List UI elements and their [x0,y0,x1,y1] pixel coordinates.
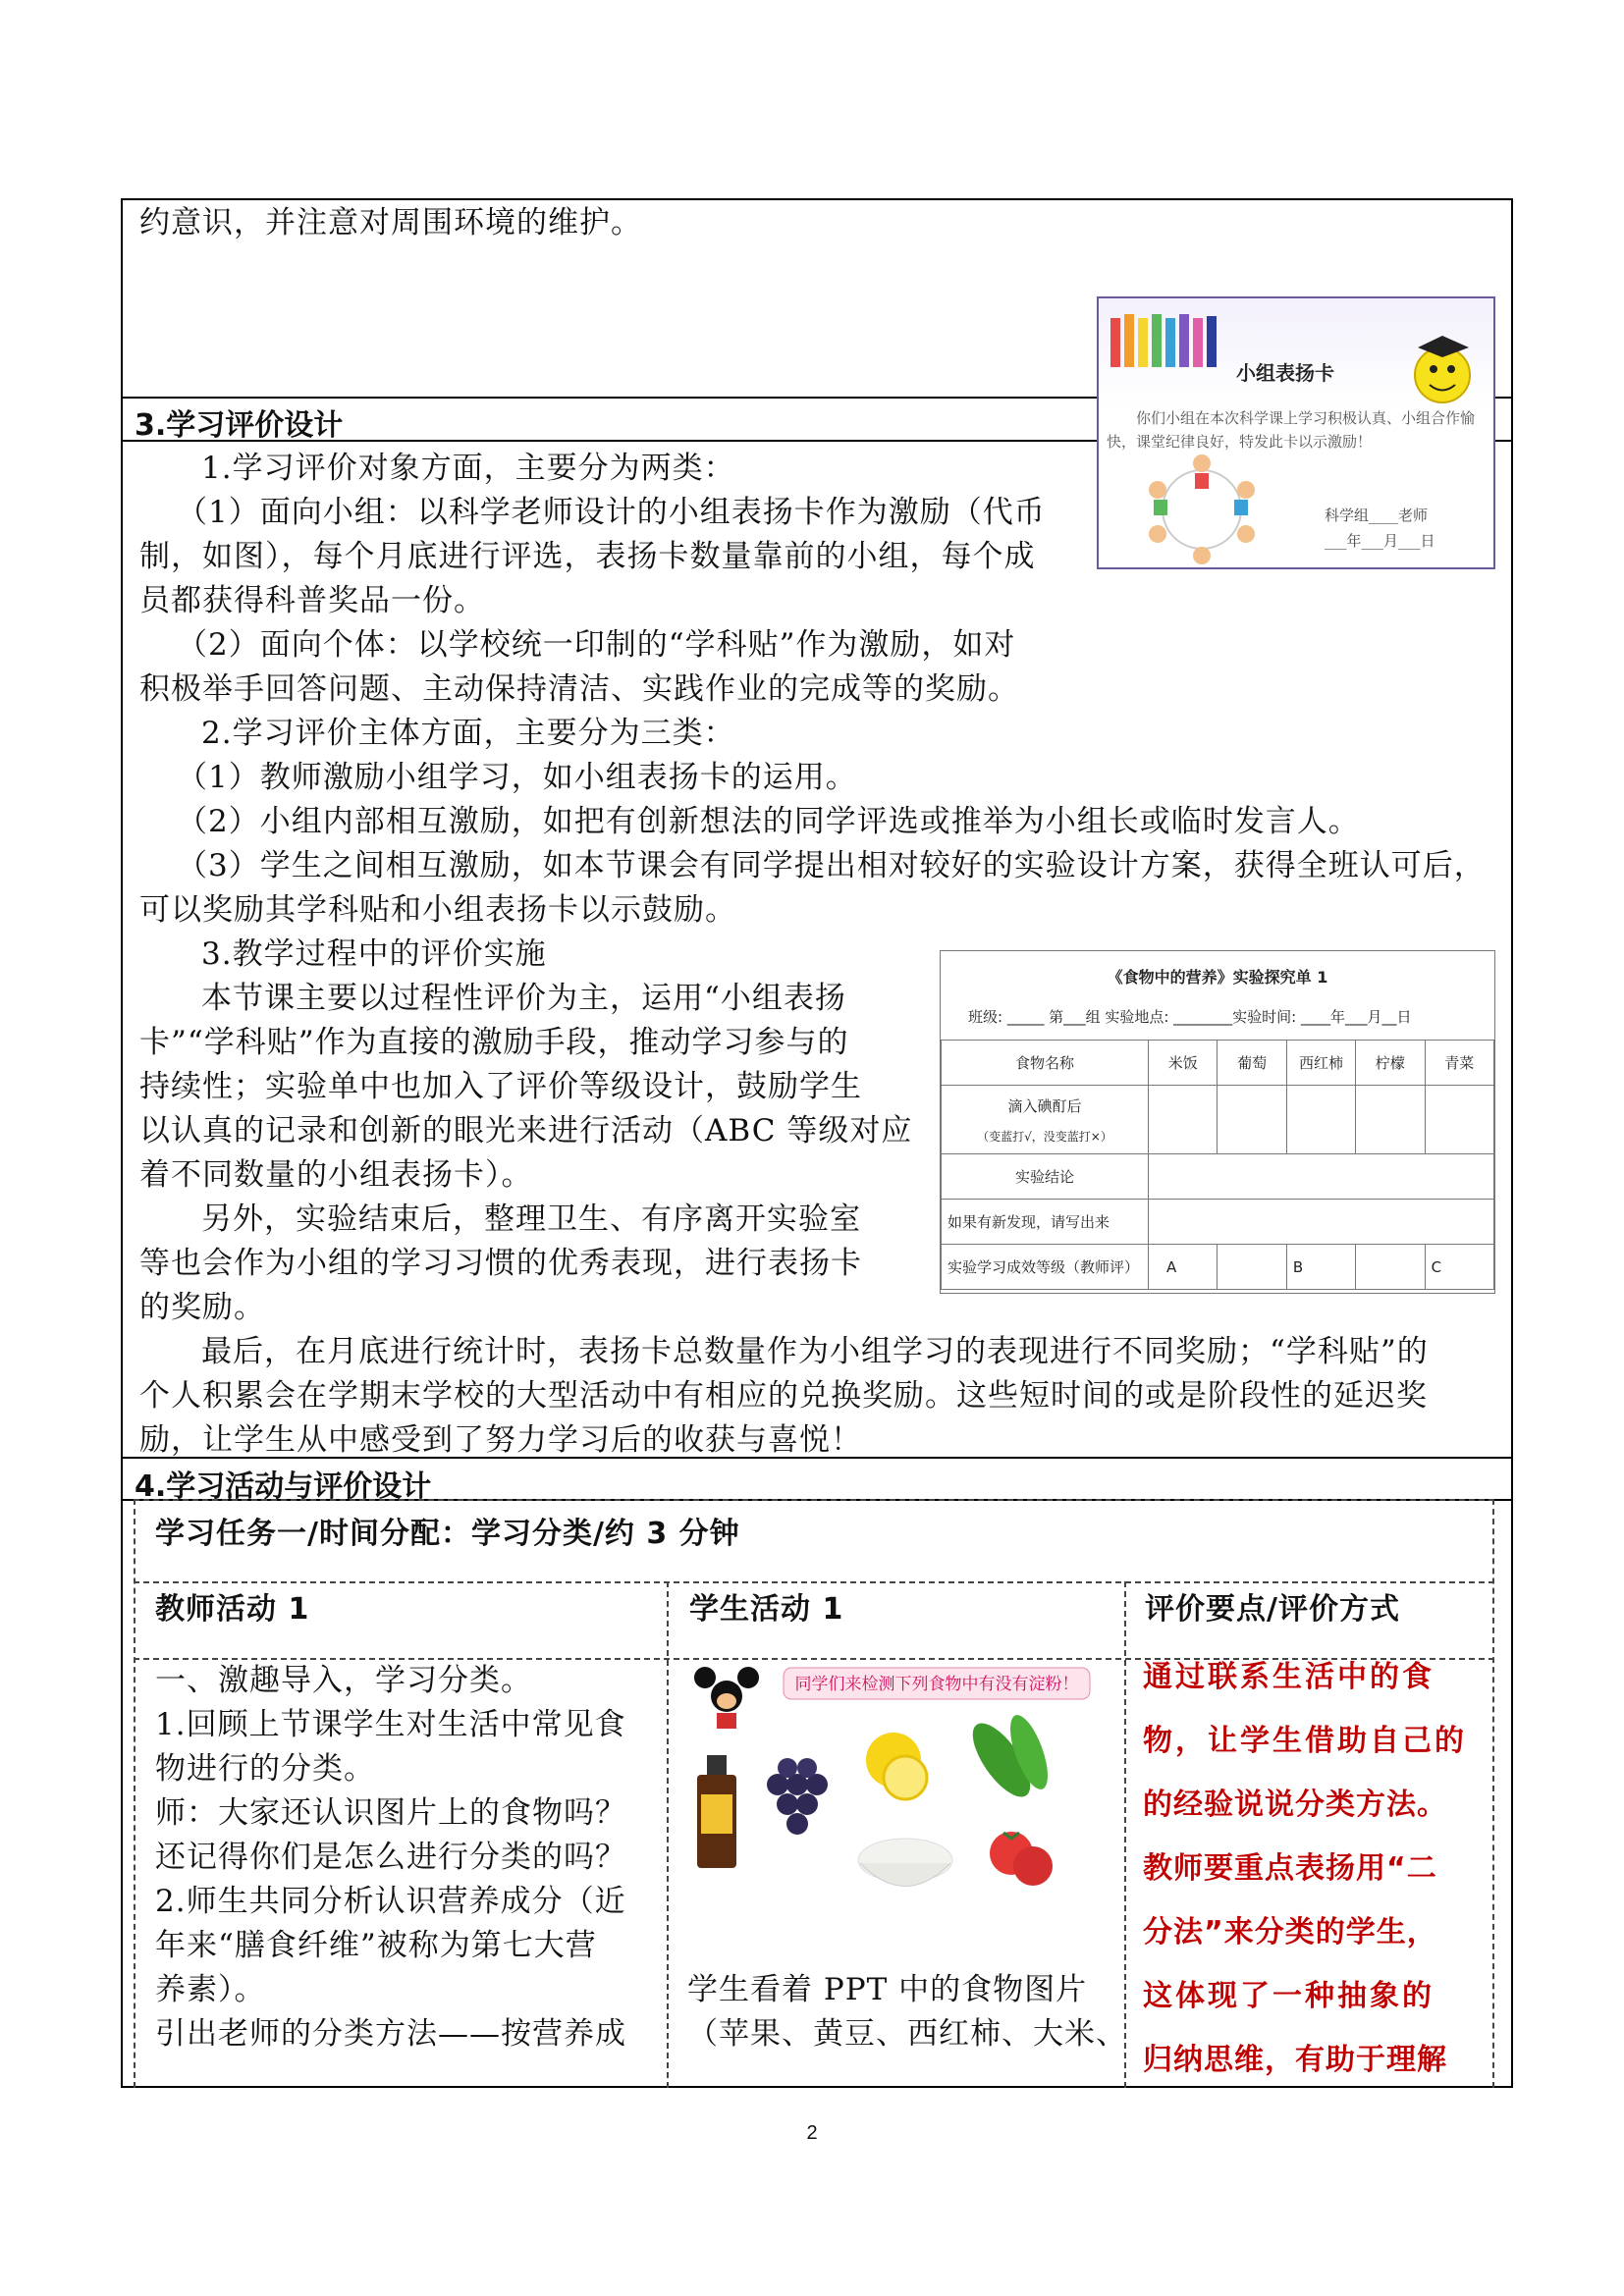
sheet-cell [1356,1245,1425,1290]
paragraph-line: 持续性；实验单中也加入了评价等级设计，鼓励学生 [139,1069,862,1104]
paragraph-line: 另外，实验结束后，整理卫生、有序离开实验室 [201,1201,861,1237]
student-line: 学生看着 PPT 中的食物图片 [687,1972,1088,2007]
sheet-cell [1425,1086,1493,1154]
award-card-body: 你们小组在本次科学课上学习积极认真、小组合作愉快，课堂纪律良好，特发此卡以示激励！ [1107,409,1476,451]
paragraph-line: 着不同数量的小组表扬卡）。 [139,1157,533,1193]
paragraph-line: 积极举手回答问题、主动保持清洁、实践作业的完成等的奖励。 [139,671,1019,707]
sheet-cell [1218,1245,1286,1290]
grapes-icon [767,1758,828,1835]
paragraph-line: 励，让学生从中感受到了努力学习后的收获与喜悦！ [139,1422,862,1458]
sheet-grade: C [1425,1245,1493,1290]
teacher-line: 2.师生共同分析认识营养成分（近 [155,1884,626,1919]
sheet-header: 食物名称 [942,1041,1149,1086]
dashed-border [134,1581,1494,1583]
sheet-cell [1148,1200,1493,1245]
paragraph-line: 2.学习评价主体方面，主要分为三类： [201,716,735,751]
section3-heading: 3.学习评价设计 [135,408,344,443]
teacher-line: 还记得你们是怎么进行分类的吗？ [155,1840,626,1875]
ppt-banner: 同学们来检测下列食物中有没有淀粉！ [794,1675,1079,1694]
food-ppt-image [687,1662,1100,1947]
sheet-header: 米饭 [1148,1041,1218,1086]
experiment-sheet-image [940,950,1495,1294]
award-card-title: 小组表扬卡 [1236,361,1334,385]
iodine-bottle-icon [697,1755,736,1868]
col-eval-header: 评价要点/评价方式 [1145,1592,1400,1627]
teacher-line: 年来“膳食纤维”被称为第七大营 [155,1928,597,1963]
dashed-border [667,1581,669,2088]
paragraph-line: 等也会作为小组的学习习惯的优秀表现，进行表扬卡 [139,1246,862,1281]
paragraph-line: 最后，在月底进行统计时，表扬卡总数量作为小组学习的表现进行不同奖励；“学科贴”的 [201,1334,1429,1369]
award-card-signature [1325,503,1435,554]
sheet-row-label: 实验结论 [942,1154,1149,1200]
eval-line: 这体现了一种抽象的 [1143,1979,1435,2013]
award-card-image [1097,296,1495,569]
col-teacher-header: 教师活动 1 [155,1592,310,1627]
eval-line: 教师要重点表扬用“二 [1143,1851,1437,1886]
dashed-border [134,1499,135,2088]
paragraph-line: 个人积累会在学期末学校的大型活动中有相应的兑换奖励。这些短时间的或是阶段性的延迟奖 [139,1378,1428,1414]
sheet-header: 葡萄 [1218,1041,1286,1086]
sheet-cell [1286,1086,1355,1154]
award-card-sign2: ___年___月___日 [1325,532,1435,550]
student-line: （苹果、黄豆、西红柿、大米、 [687,2016,1127,2052]
sheet-grade: A [1148,1245,1218,1290]
sheet-grade: B [1286,1245,1355,1290]
sheet-cell [1148,1154,1493,1200]
paragraph-line: 以认真的记录和创新的眼光来进行活动（ABC 等级对应 [139,1113,913,1148]
award-card-sign1: 科学组____老师 [1325,507,1429,524]
green-vegetable-icon [962,1711,1056,1806]
paragraph-line: （2）小组内部相互激励，如把有创新想法的同学评选或推举为小组长或临时发言人。 [177,804,1360,839]
sheet-drop-note: （变蓝打√，没变蓝打×） [977,1129,1112,1144]
paragraph-line: 本节课主要以过程性评价为主，运用“小组表扬 [201,981,846,1016]
crayons-icon [1110,314,1217,367]
children-circle-icon [1149,454,1255,564]
eval-line: 归纳思维，有助于理解 [1143,2043,1447,2077]
teacher-line: 养素）。 [155,1972,266,2007]
paragraph-line: （1）教师激励小组学习，如小组表扬卡的运用。 [177,760,857,795]
paragraph-line: 3.教学过程中的评价实施 [201,936,547,972]
sheet-cell [1148,1086,1218,1154]
section4-heading: 4.学习活动与评价设计 [135,1469,432,1504]
lemon-icon [866,1733,927,1799]
paragraph-line: 员都获得科普奖品一份。 [139,583,485,618]
sheet-cell [1356,1086,1425,1154]
tomato-icon [990,1832,1053,1886]
mickey-icon [694,1667,759,1729]
paragraph-line: （1）面向小组：以科学老师设计的小组表扬卡作为激励（代币 [177,495,1046,530]
dashed-border [1492,1499,1494,2088]
paragraph-line: 的奖励。 [139,1290,265,1325]
teacher-line: 1.回顾上节课学生对生活中常见食 [155,1707,626,1742]
paragraph-line: （3）学生之间相互激励，如本节课会有同学提出相对较好的实验设计方案，获得全班认可后， [177,848,1486,883]
smiley-icon [1415,336,1470,402]
sheet-row-label [942,1086,1149,1154]
sheet-drop-label: 滴入碘酊后 [1007,1096,1082,1115]
section2-tail: 约意识，并注意对周围环境的维护。 [139,205,642,240]
paragraph-line: （2）面向个体：以学校统一印制的“学科贴”作为激励，如对 [177,627,1016,663]
paragraph-line: 可以奖励其学科贴和小组表扬卡以示鼓励。 [139,892,736,928]
col-student-header: 学生活动 1 [689,1592,844,1627]
dashed-border [134,1499,1494,1501]
teacher-line: 师：大家还认识图片上的食物吗？ [155,1795,626,1831]
page-number: 2 [806,2122,818,2144]
eval-line: 通过联系生活中的食 [1143,1660,1435,1694]
eval-line: 物，让学生借助自己的 [1143,1724,1467,1758]
sheet-header: 柠檬 [1356,1041,1425,1086]
teacher-line: 一、激趣导入，学习分类。 [155,1663,532,1698]
sheet-info: 班级: _____ 第___组 实验地点: ________实验时间: ____年___月__日 [968,1008,1412,1026]
sheet-header: 青菜 [1425,1041,1493,1086]
eval-line: 分法”来分类的学生， [1143,1915,1437,1949]
sheet-row-label: 如果有新发现，请写出来 [942,1200,1149,1245]
sheet-row-label: 实验学习成效等级（教师评） [942,1245,1149,1290]
paragraph-line: 制，如图），每个月底进行评选，表扬卡数量靠前的小组，每个成 [139,539,1036,574]
task-title: 学习任务一/时间分配：学习分类/约 3 分钟 [155,1517,740,1551]
sheet-cell [1218,1086,1286,1154]
sheet-table [941,1040,1494,1290]
teacher-line: 物进行的分类。 [155,1751,375,1787]
sheet-header: 西红柿 [1286,1041,1355,1086]
sheet-title: 《食物中的营养》实验探究单 1 [1107,968,1328,987]
paragraph-line: 1.学习评价对象方面，主要分为两类： [201,451,735,486]
paragraph-line: 卡”“学科贴”作为直接的激励手段，推动学习参与的 [139,1025,849,1060]
eval-line: 的经验说说分类方法。 [1143,1788,1447,1822]
teacher-line: 引出老师的分类方法——按营养成 [155,2016,626,2052]
rice-bowl-icon [858,1839,952,1887]
